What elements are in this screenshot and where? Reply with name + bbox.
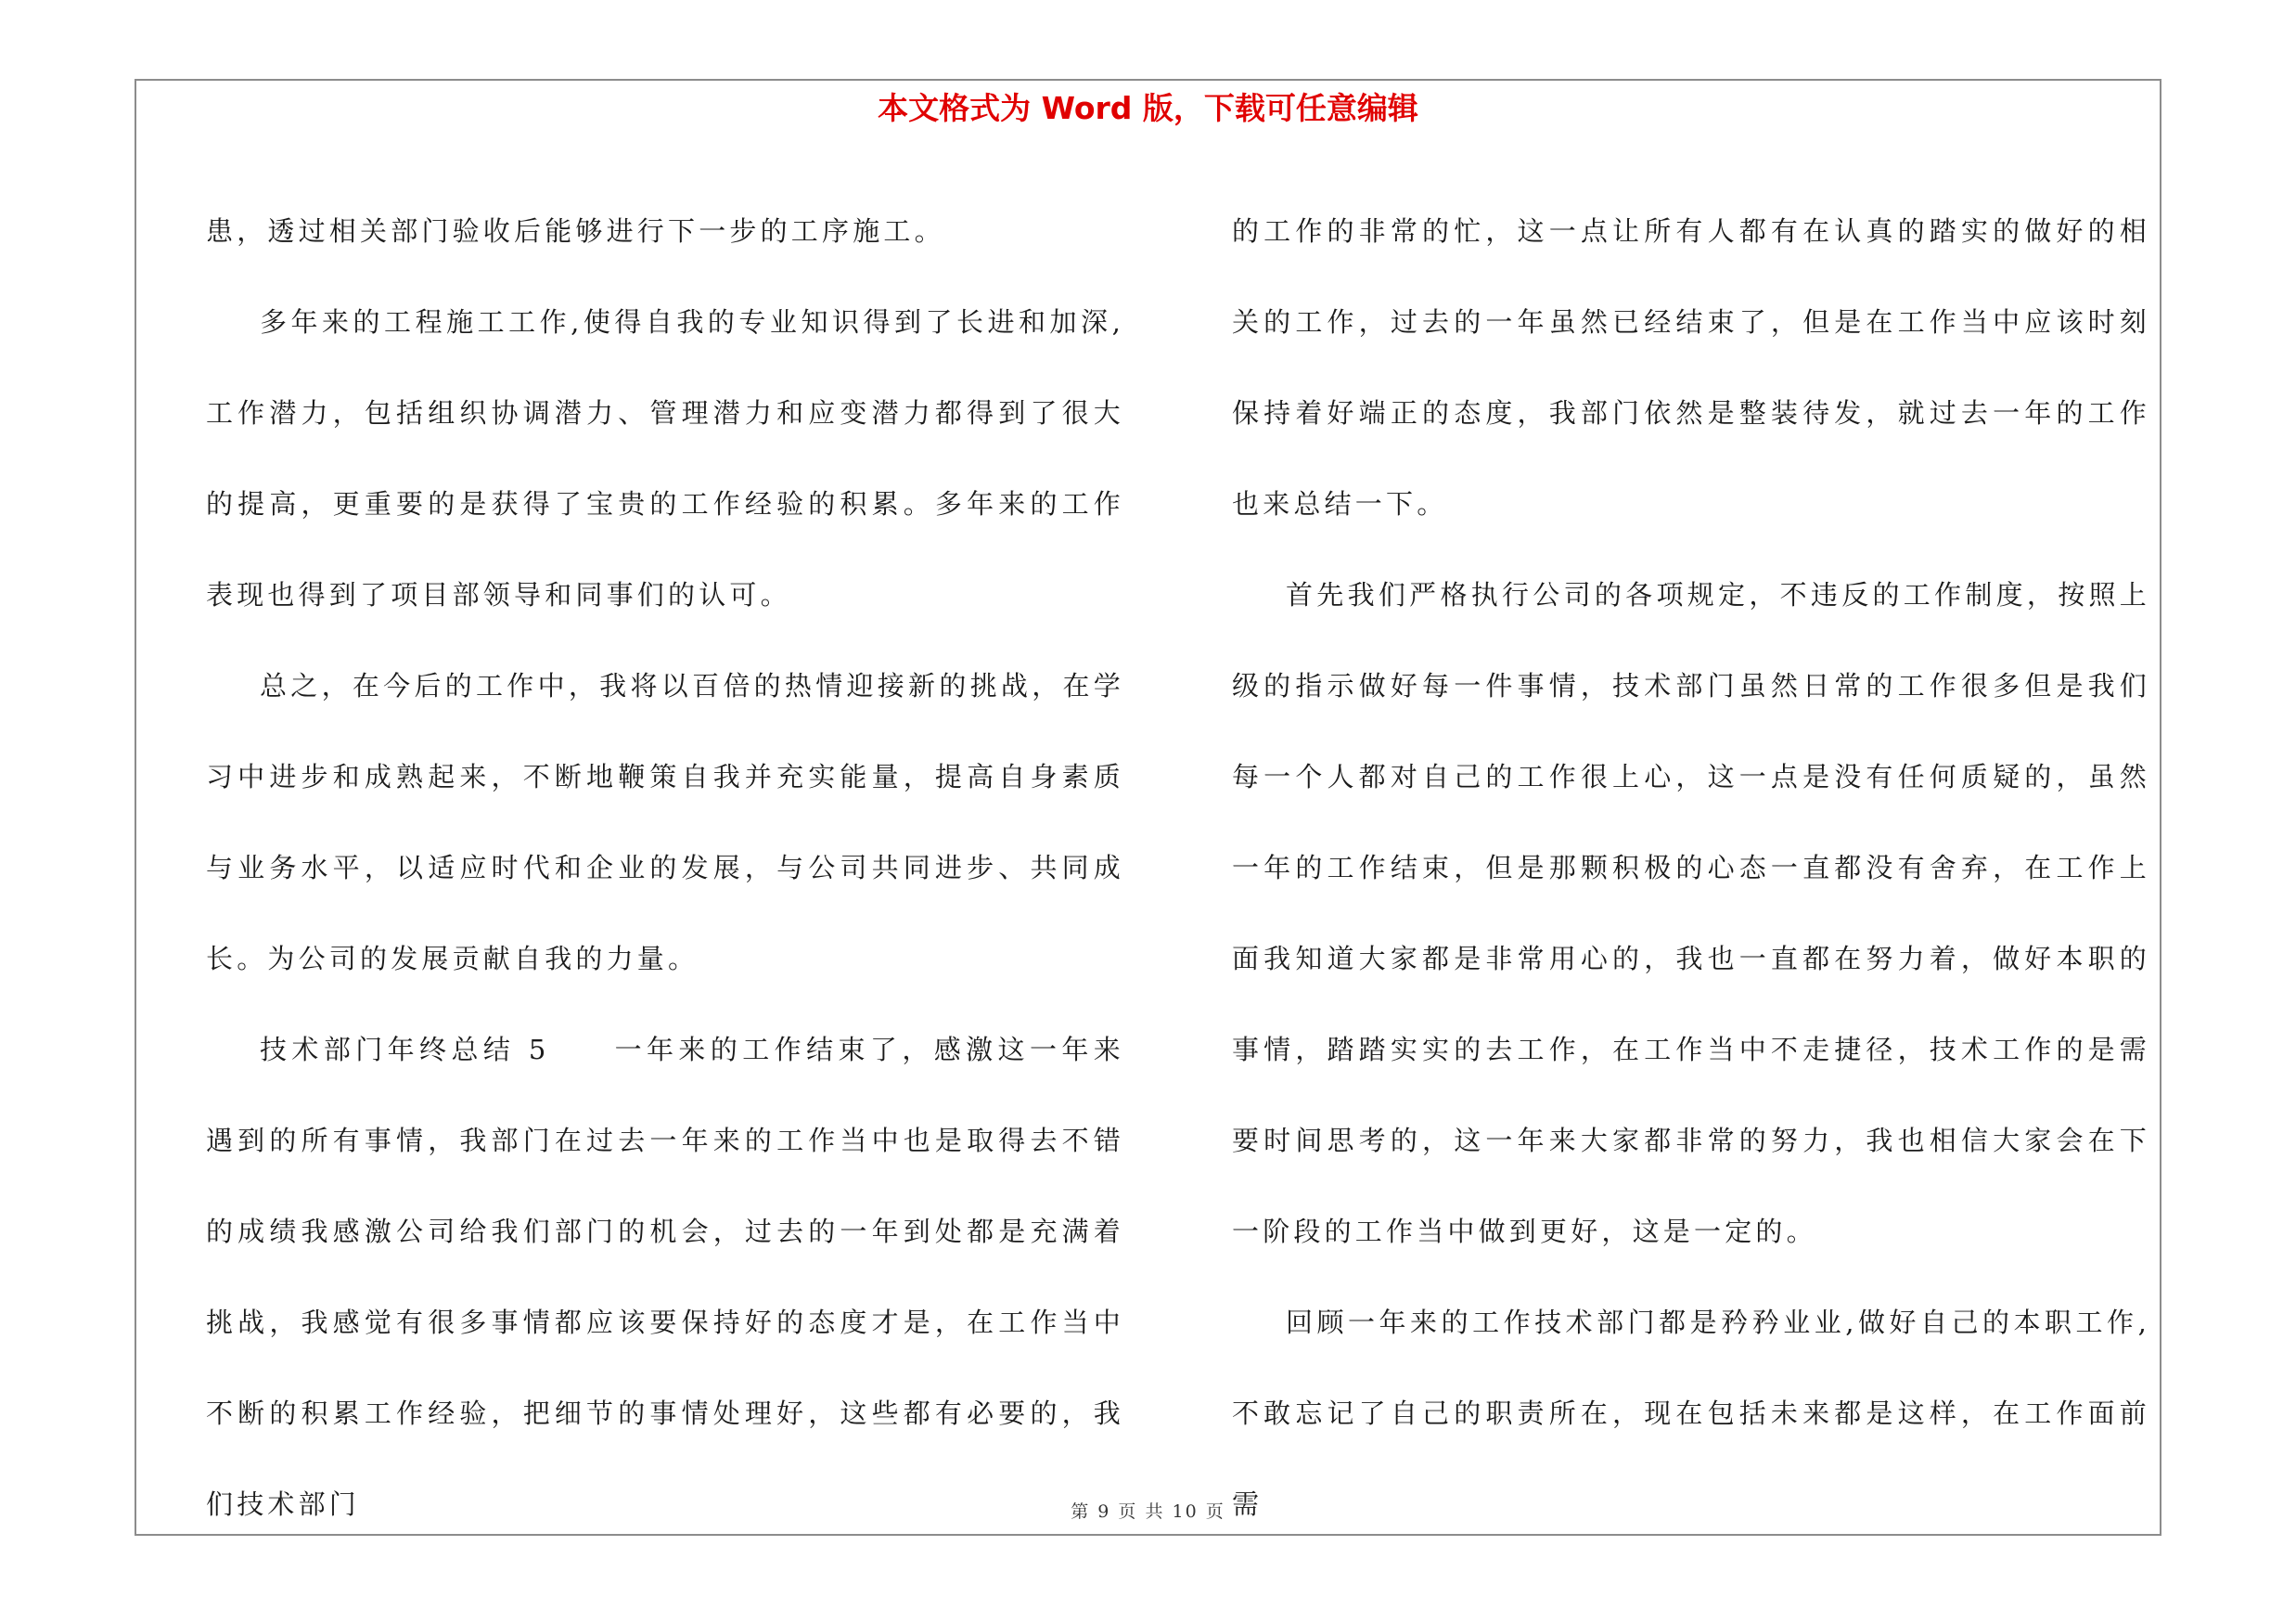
paragraph: 的工作的非常的忙，这一点让所有人都有在认真的踏实的做好的相关的工作，过去的一年虽然已经结束了，但是在工作当中应该时刻保持着好端正的态度，我部门依然是整装待发，就过去一年的工作也来总结一下。 — [1232, 215, 2150, 520]
paragraph: 回顾一年来的工作技术部门都是矜矜业业,做好自己的本职工作,不敢忘记了自己的职责所在，现在包括未来都是这样，在工作面前需 — [1232, 1307, 2150, 1520]
page-footer: 第 9 页 共 10 页 — [1071, 1501, 1225, 1522]
paragraph: 首先我们严格执行公司的各项规定，不违反的工作制度，按照上级的指示做好每一件事情，技术部门虽然日常的工作很多但是我们每一个人都对自己的工作很上心，这一点是没有任何质疑的，虽然一年的工作结束，但是那颗积极的心态一直都没有舍弃，在工作上面我知道大家都是非常用心的，我也一直都在努力着，做好本职的事情，踏踏实实的去工作，在工作当中不走捷径，技术工作的是需要时间思考的，这一年来大家都非常的努力，我也相信大家会在下一阶段的工作当中做到更好，这是一定的。 — [1232, 579, 2150, 1247]
paragraph: 技术部门年终总结 5 一年来的工作结束了，感激这一年来遇到的所有事情，我部门在过去一年来的工作当中也是取得去不错的成绩我感激公司给我们部门的机会，过去的一年到处都是充满着挑战，我感觉有很多事情都应该要保持好的态度才是，在工作当中不断的积累工作经验，把细节的事情处理好，这些都有必要的，我们技术部门 — [206, 1034, 1124, 1520]
paragraph: 总之，在今后的工作中，我将以百倍的热情迎接新的挑战，在学习中进步和成熟起来，不断地鞭策自我并充实能量，提高自身素质与业务水平，以适应时代和企业的发展，与公司共同进步、共同成长。为公司的发展贡献自我的力量。 — [206, 670, 1124, 974]
paragraph: 患，透过相关部门验收后能够进行下一步的工序施工。 — [206, 215, 945, 247]
left-column — [206, 186, 1124, 1550]
right-column — [1232, 186, 2150, 1550]
paragraph: 多年来的工程施工工作,使得自我的专业知识得到了长进和加深,工作潜力，包括组织协调潜力、管理潜力和应变潜力都得到了很大的提高，更重要的是获得了宝贵的工作经验的积累。多年来的工作表现也得到了项目部领导和同事们的认可。 — [206, 306, 1124, 611]
header-banner: 本文格式为 Word 版，下载可任意编辑 — [878, 90, 1418, 126]
